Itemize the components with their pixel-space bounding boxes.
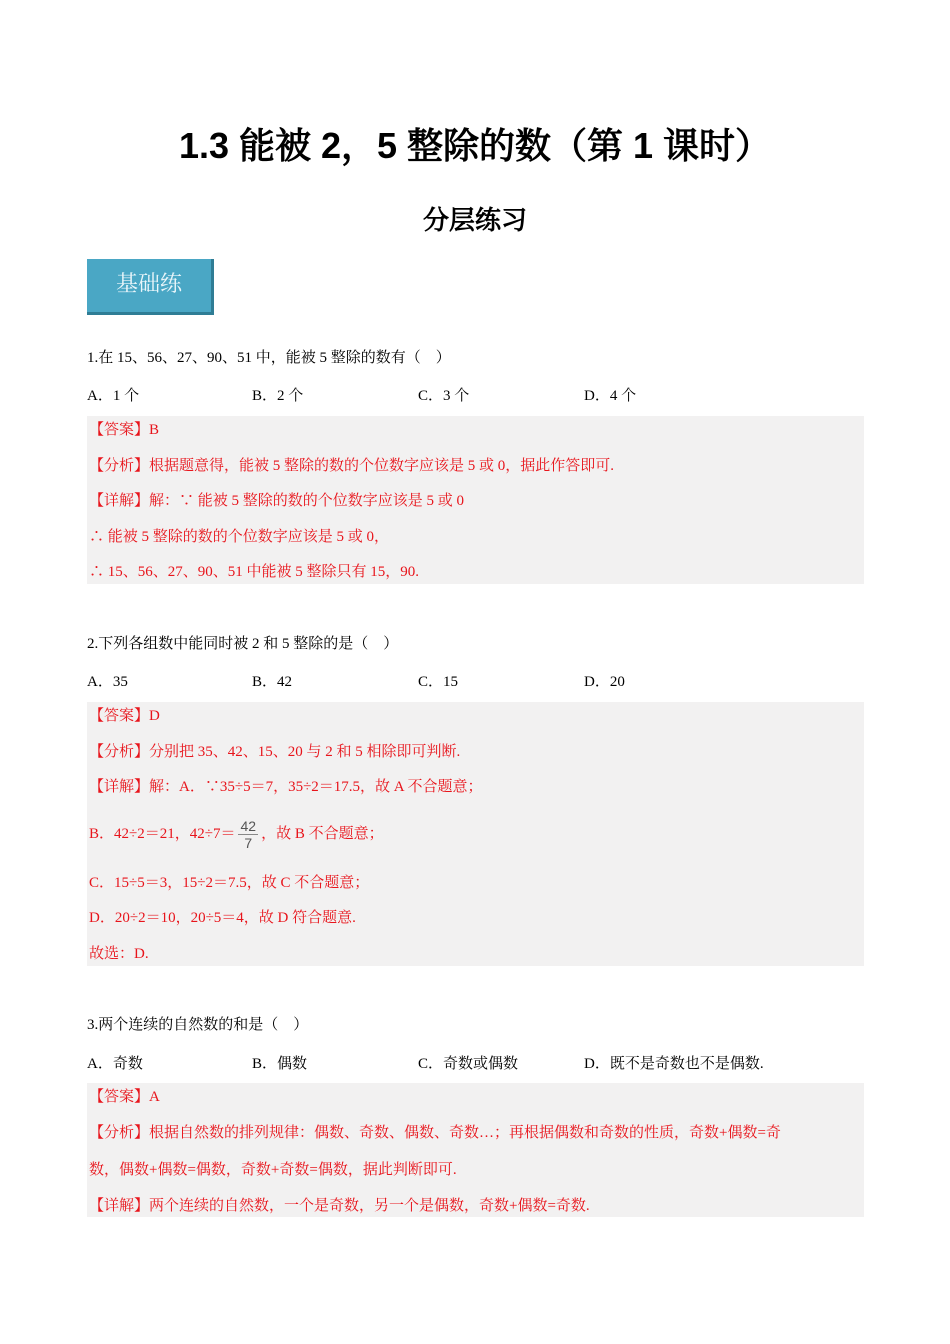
answer-line: 【答案】D [89, 708, 160, 724]
question-2-solution [87, 702, 864, 966]
question-1-options [87, 384, 867, 404]
option-c: C．3 个 [418, 388, 470, 404]
option-a: A．35 [87, 674, 128, 690]
option-c: C．奇数或偶数 [418, 1056, 519, 1072]
fraction-numerator: 42 [240, 818, 257, 835]
fraction [238, 818, 258, 851]
page-title: 1.3 能被 2，5 整除的数（第 1 课时） [178, 125, 772, 166]
option-d: D．20 [584, 674, 625, 690]
detail-line: C．15÷5＝3，15÷2＝7.5，故 C 不合题意； [89, 875, 370, 891]
analysis-line: 【分析】分别把 35、42、15、20 与 2 和 5 相除即可判断. [89, 744, 461, 760]
fraction-denominator: 7 [244, 835, 253, 852]
answer-line: 【答案】A [89, 1089, 160, 1105]
detail-line: 【详解】解：∵ 能被 5 整除的数的个位数字应该是 5 或 0 [89, 493, 465, 509]
question-3-stem: 3.两个连续的自然数的和是（ ） [87, 1017, 309, 1033]
detail-line: 【详解】两个连续的自然数，一个是奇数，另一个是偶数，奇数+偶数=奇数. [89, 1198, 590, 1214]
analysis-line: 【分析】根据自然数的排列规律：偶数、奇数、偶数、奇数…；再根据偶数和奇数的性质，奇数+偶数=奇 [89, 1125, 781, 1141]
option-d: D．4 个 [584, 388, 637, 404]
question-1-solution [87, 416, 864, 584]
question-3-options [87, 1052, 867, 1072]
section-badge: 基础练 [87, 259, 214, 315]
detail-line: ∴ 15、56、27、90、51 中能被 5 整除只有 15，90. [89, 564, 420, 580]
option-b: B．偶数 [252, 1056, 308, 1072]
option-a: A．1 个 [87, 388, 140, 404]
detail-text: ，故 B 不合题意； [261, 826, 384, 842]
option-a: A．奇数 [87, 1056, 143, 1072]
analysis-line: 数，偶数+偶数=偶数，奇数+奇数=偶数，据此判断即可. [89, 1162, 457, 1178]
answer-line: 【答案】B [89, 422, 160, 438]
question-2-stem: 2.下列各组数中能同时被 2 和 5 整除的是（ ） [87, 636, 399, 652]
question-3-solution [87, 1083, 864, 1217]
detail-line-fraction [89, 810, 384, 858]
option-c: C．15 [418, 674, 459, 690]
question-2-options [87, 670, 867, 690]
question-1-stem: 1.在 15、56、27、90、51 中，能被 5 整除的数有（ ） [87, 350, 451, 366]
option-b: B．2 个 [252, 388, 304, 404]
detail-line: D．20÷2＝10，20÷5＝4，故 D 符合题意. [89, 910, 356, 926]
detail-line: ∴ 能被 5 整除的数的个位数字应该是 5 或 0， [89, 529, 390, 545]
option-d: D．既不是奇数也不是偶数. [584, 1056, 764, 1072]
detail-line: 故选：D. [89, 946, 149, 962]
analysis-line: 【分析】根据题意得，能被 5 整除的数的个位数字应该是 5 或 0，据此作答即可. [89, 458, 615, 474]
detail-text: B．42÷2＝21，42÷7＝ [89, 826, 236, 842]
option-b: B．42 [252, 674, 293, 690]
page-subtitle: 分层练习 [422, 205, 527, 235]
detail-line: 【详解】解：A．∵35÷5＝7，35÷2＝17.5，故 A 不合题意； [89, 779, 483, 795]
